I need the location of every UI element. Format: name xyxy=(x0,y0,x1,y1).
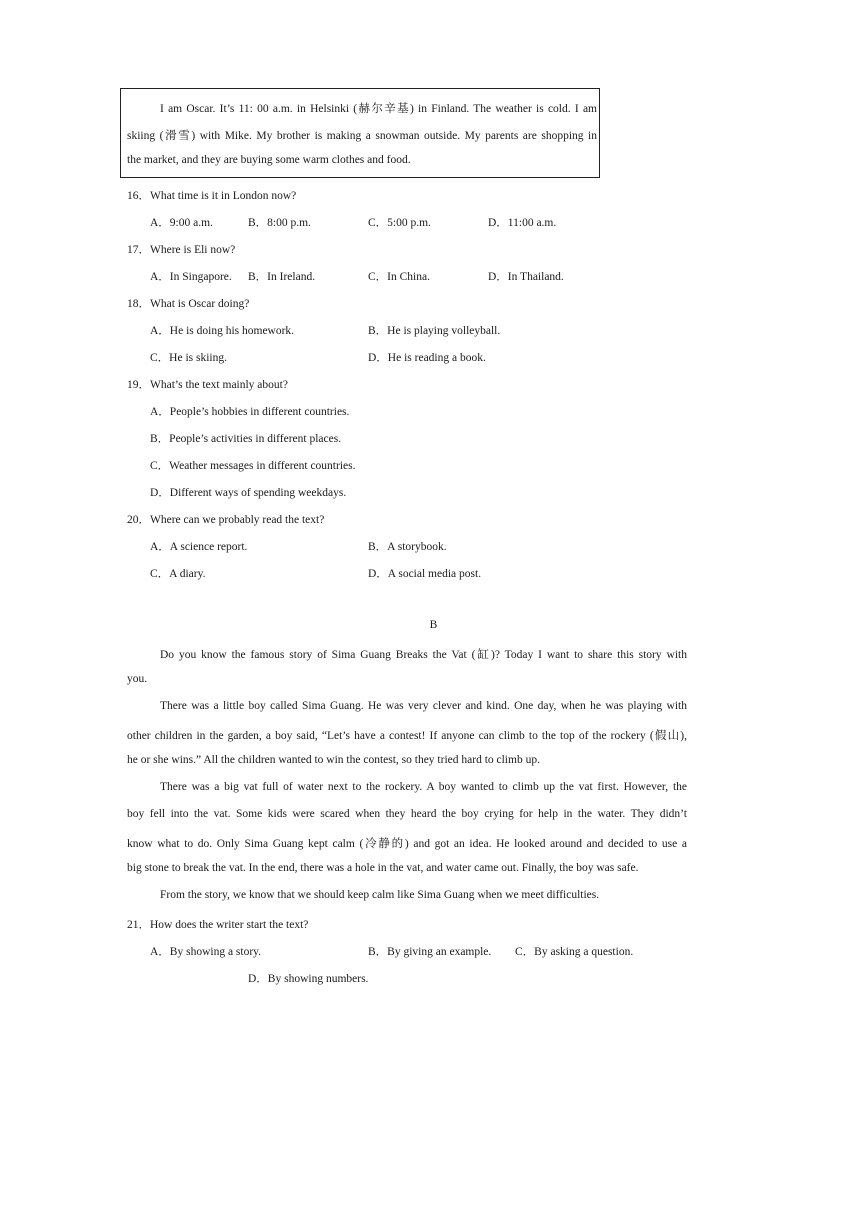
passage-a-line-2: skiing (滑雪) with Mike. My brother is making a snowman outside. My parents are shopping in xyxy=(127,130,597,142)
q18-option-c[interactable]: C．He is skiing. xyxy=(150,352,227,364)
q18-option-d[interactable]: D．He is reading a book. xyxy=(368,352,486,364)
section-b-paragraph-3-line-1: There was a big vat full of water next to the rockery. A boy wanted to climb up the vat first. However, the xyxy=(160,781,687,793)
section-b-paragraph-1-line-1: Do you know the famous story of Sima Guang Breaks the Vat (缸)? Today I want to share this story with xyxy=(160,649,687,661)
section-b-heading: B xyxy=(429,619,438,631)
q20-option-c[interactable]: C．A diary. xyxy=(150,568,206,580)
question-19: 19．What’s the text mainly about? xyxy=(127,379,288,391)
passage-a-line-3: the market, and they are buying some warm clothes and food. xyxy=(127,154,411,166)
q17-option-c[interactable]: C．In China. xyxy=(368,271,430,283)
q21-option-d[interactable]: D．By showing numbers. xyxy=(248,973,369,985)
question-16: 16．What time is it in London now? xyxy=(127,190,297,202)
section-b-paragraph-3-line-4: big stone to break the vat. In the end, there was a hole in the vat, and water came out. Finally, the boy was safe. xyxy=(127,862,639,874)
q17-option-b[interactable]: B．In Ireland. xyxy=(248,271,316,283)
section-b-paragraph-3-line-3: know what to do. Only Sima Guang kept calm (冷静的) and got an idea. He looked around and decided to use a xyxy=(127,838,687,850)
q20-option-a[interactable]: A．A science report. xyxy=(150,541,248,553)
section-b-paragraph-4-line-1: From the story, we know that we should keep calm like Sima Guang when we meet difficulties. xyxy=(160,889,600,901)
q17-option-d[interactable]: D．In Thailand. xyxy=(488,271,564,283)
q19-option-b[interactable]: B．People’s activities in different places. xyxy=(150,433,342,445)
q18-option-b[interactable]: B．He is playing volleyball. xyxy=(368,325,501,337)
q21-option-c[interactable]: C．By asking a question. xyxy=(515,946,634,958)
question-17: 17．Where is Eli now? xyxy=(127,244,236,256)
passage-a-line-1: I am Oscar. It’s 11: 00 a.m. in Helsinki (赫尔辛基) in Finland. The weather is cold. I am xyxy=(160,103,597,115)
q18-option-a[interactable]: A．He is doing his homework. xyxy=(150,325,295,337)
q21-option-a[interactable]: A．By showing a story. xyxy=(150,946,262,958)
q16-option-d[interactable]: D．11:00 a.m. xyxy=(488,217,557,229)
q21-option-b[interactable]: B．By giving an example. xyxy=(368,946,492,958)
section-b-paragraph-3-line-2: boy fell into the vat. Some kids were scared when they heard the boy crying for help in the water. They didn’t xyxy=(127,808,687,820)
section-b-paragraph-2-line-3: he or she wins.” All the children wanted to win the contest, so they tried hard to climb up. xyxy=(127,754,540,766)
question-18: 18．What is Oscar doing? xyxy=(127,298,250,310)
q19-option-c[interactable]: C．Weather messages in different countries. xyxy=(150,460,356,472)
q20-option-b[interactable]: B．A storybook. xyxy=(368,541,447,553)
q19-option-a[interactable]: A．People’s hobbies in different countries. xyxy=(150,406,350,418)
q16-option-c[interactable]: C．5:00 p.m. xyxy=(368,217,431,229)
section-b-paragraph-2-line-1: There was a little boy called Sima Guang. He was very clever and kind. One day, when he was playing with xyxy=(160,700,687,712)
section-b-paragraph-2-line-2: other children in the garden, a boy said, “Let’s have a contest! If anyone can climb to the top of the rockery (假山), xyxy=(127,730,687,742)
q16-option-b[interactable]: B．8:00 p.m. xyxy=(248,217,311,229)
q16-option-a[interactable]: A．9:00 a.m. xyxy=(150,217,213,229)
q17-option-a[interactable]: A．In Singapore. xyxy=(150,271,232,283)
question-20: 20．Where can we probably read the text? xyxy=(127,514,325,526)
q20-option-d[interactable]: D．A social media post. xyxy=(368,568,482,580)
section-b-paragraph-1-line-2: you. xyxy=(127,673,148,685)
q19-option-d[interactable]: D．Different ways of spending weekdays. xyxy=(150,487,347,499)
question-21: 21．How does the writer start the text? xyxy=(127,919,309,931)
